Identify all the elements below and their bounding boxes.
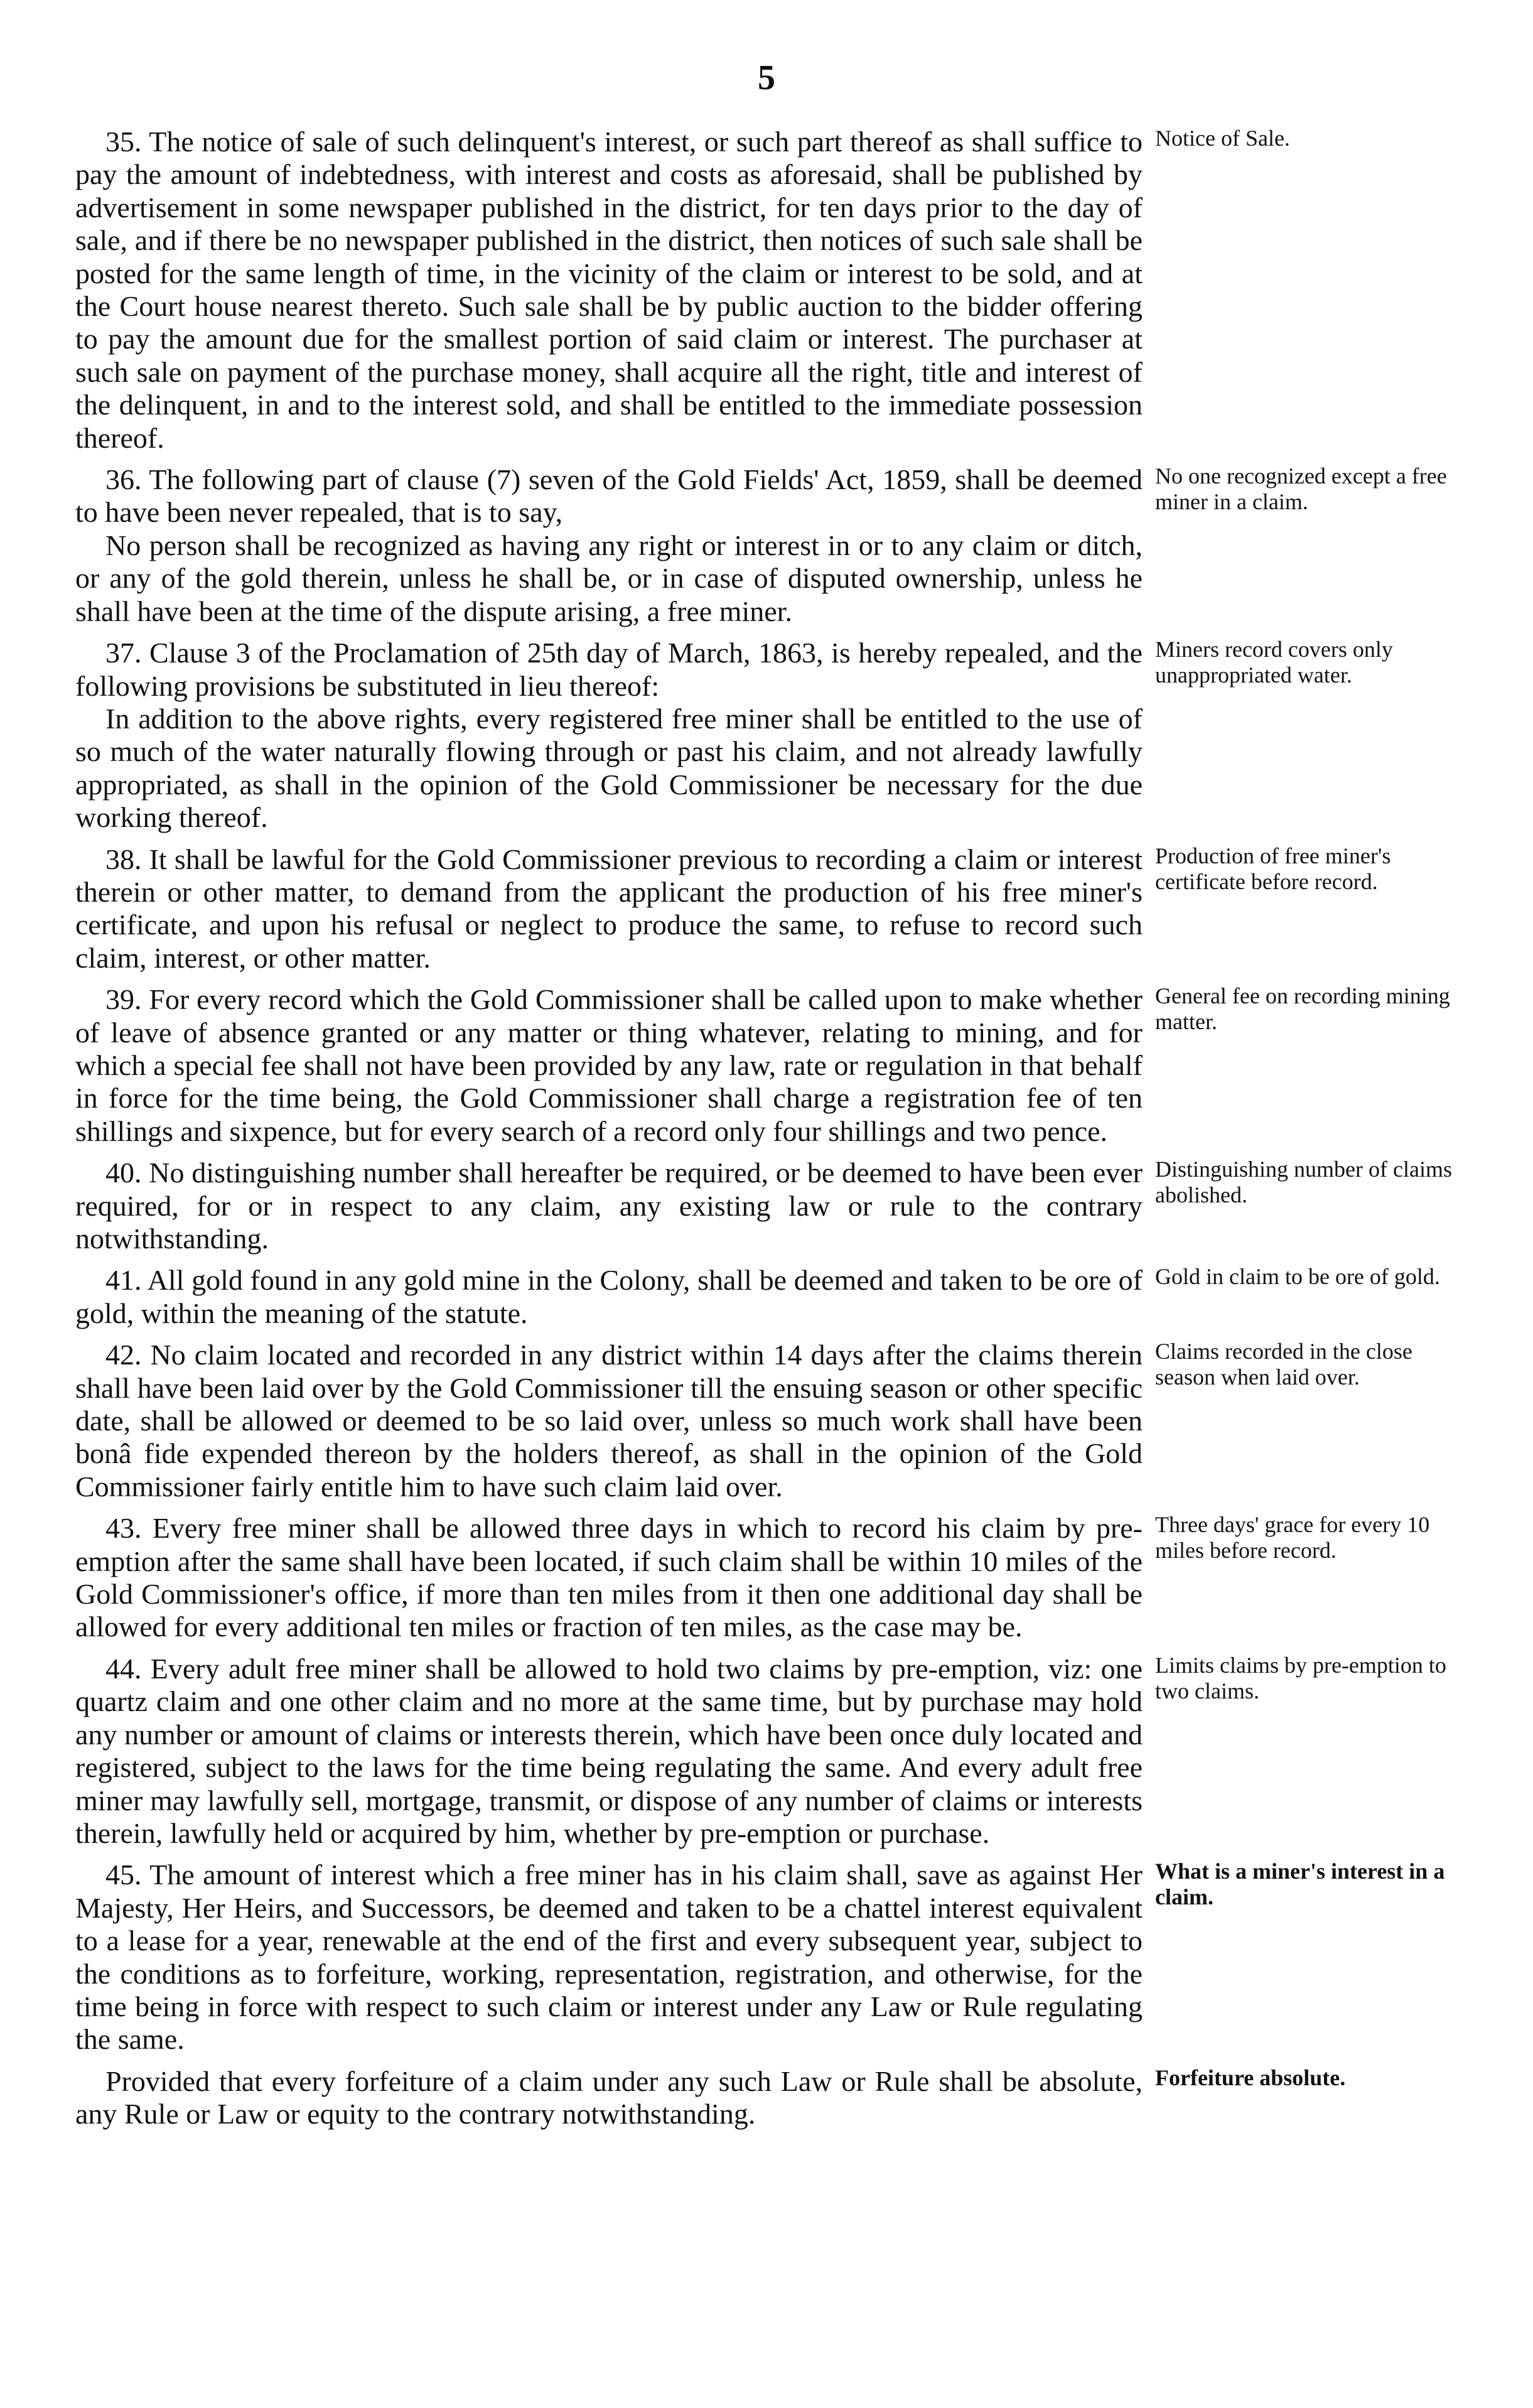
margin-note: General fee on recording mining matter. bbox=[1155, 983, 1450, 1034]
margin-note: Notice of Sale. bbox=[1155, 126, 1290, 151]
paragraph: Provided that every forfeiture of a claim under any such Law or Rule shall be absolute, any Rule or Law or equity to the contrary notwithstanding. bbox=[75, 2065, 1143, 2130]
paragraph: 43. Every free miner shall be allowed three days in which to record his claim by pre-emption after the same shall have been located, if such claim shall be within 10 miles of the Gold Commissioner's office, if more than ten miles from it then one additional day shall be allowed for every additional ten miles or fraction of ten miles, as the case may be. bbox=[75, 1512, 1143, 1643]
body-text bbox=[75, 126, 1143, 2131]
section-43 bbox=[75, 1512, 1143, 1644]
margin-note: Three days' grace for every 10 miles before record. bbox=[1155, 1512, 1430, 1563]
paragraph: 45. The amount of interest which a free miner has in his claim shall, save as against Her Majesty, Her Heirs, and Successors, be deemed and taken to be a chattel interest equivalent to a lease for a year, renewable at the end of the first and every subsequent year, subject to the conditions as to forfeiture, working, representation, registration, and otherwise, for the time being in force with respect to such claim or interest under any Law or Rule regulating the same. bbox=[75, 1859, 1143, 2056]
paragraph: 42. No claim located and recorded in any district within 14 days after the claims therein shall have been laid over by the Gold Commissioner till the ensuing season or other specific date, shall be allowed or deemed to be so laid over, unless so much work shall have been bonâ fide expended thereon by the holders thereof, as shall in the opinion of the Gold Commissioner fairly entitle him to have such claim laid over. bbox=[75, 1339, 1143, 1503]
margin-note: Forfeiture absolute. bbox=[1155, 2065, 1346, 2090]
section-37 bbox=[75, 637, 1143, 834]
paragraph: 37. Clause 3 of the Proclamation of 25th day of March, 1863, is hereby repealed, and the following provisions be substituted in lieu thereof: bbox=[75, 637, 1143, 702]
section-41 bbox=[75, 1264, 1143, 1330]
section-45 bbox=[75, 1859, 1143, 2056]
margin-note: Claims recorded in the close season when laid over. bbox=[1155, 1339, 1412, 1390]
margin-note: Production of free miner's certificate before record. bbox=[1155, 843, 1391, 894]
section-38 bbox=[75, 843, 1143, 975]
section-proviso bbox=[75, 2065, 1143, 2131]
margin-note: What is a miner's interest in a claim. bbox=[1155, 1859, 1445, 1909]
paragraph: 40. No distinguishing number shall hereafter be required, or be deemed to have been ever required, for or in respect to any claim, any existing law or rule to the contrary notwithstanding. bbox=[75, 1157, 1143, 1255]
margin-note: Miners record covers only unappropriated water. bbox=[1155, 637, 1393, 688]
section-35 bbox=[75, 126, 1143, 455]
section-44 bbox=[75, 1653, 1143, 1850]
margin-note: Distinguishing number of claims abolished. bbox=[1155, 1157, 1452, 1207]
margin-note: No one recognized except a free miner in a claim. bbox=[1155, 463, 1447, 514]
paragraph: 39. For every record which the Gold Commissioner shall be called upon to make whether of leave of absence granted or any matter or thing whatever, relating to mining, and for which a special fee shall not have been provided by any law, rate or regulation in that behalf in force for the time being, the Gold Commissioner shall charge a registration fee of ten shillings and sixpence, but for every search of a record only four shillings and two pence. bbox=[75, 983, 1143, 1147]
page-number: 5 bbox=[758, 58, 775, 97]
section-42 bbox=[75, 1339, 1143, 1503]
margin-note: Gold in claim to be ore of gold. bbox=[1155, 1264, 1440, 1289]
section-39 bbox=[75, 983, 1143, 1148]
margin-note: Limits claims by pre-emption to two claims. bbox=[1155, 1653, 1446, 1703]
paragraph: 35. The notice of sale of such delinquent's interest, or such part thereof as shall suffice to pay the amount of indebtedness, with interest and costs as aforesaid, shall be published by advertisement in some newspaper published in the district, for ten days prior to the day of sale, and if there be no newspaper published in the district, then notices of such sale shall be posted for the same length of time, in the vicinity of the claim or interest to be sold, and at the Court house nearest thereto. Such sale shall be by public auction to the bidder offering to pay the amount due for the smallest portion of said claim or interest. The purchaser at such sale on payment of the purchase money, shall acquire all the right, title and interest of the delinquent, in and to the interest sold, and shall be entitled to the immediate possession thereof. bbox=[75, 126, 1143, 454]
paragraph: 41. All gold found in any gold mine in the Colony, shall be deemed and taken to be ore of gold, within the meaning of the statute. bbox=[75, 1264, 1143, 1329]
section-36 bbox=[75, 463, 1143, 628]
paragraph: 36. The following part of clause (7) seven of the Gold Fields' Act, 1859, shall be deemed to have been never repealed, that is to say, bbox=[75, 463, 1143, 529]
paragraph: 38. It shall be lawful for the Gold Commissioner previous to recording a claim or interest therein or other matter, to demand from the applicant the production of his free miner's certificate, and upon his refusal or neglect to produce the same, to refuse to record such claim, interest, or other matter. bbox=[75, 843, 1143, 974]
section-40 bbox=[75, 1157, 1143, 1255]
paragraph: In addition to the above rights, every registered free miner shall be entitled to the use of so much of the water naturally flowing through or past his claim, and not already lawfully appropriated, as shall in the opinion of the Gold Commissioner be necessary for the due working thereof. bbox=[75, 702, 1143, 834]
paragraph: 44. Every adult free miner shall be allowed to hold two claims by pre-emption, viz: one quartz claim and one other claim and no more at the same time, but by purchase may hold any number or amount of claims or interests therein, which have been once duly located and registered, subject to the laws for the time being regulating the same. And every adult free miner may lawfully sell, mortgage, transmit, or dispose of any number of claims or interests therein, lawfully held or acquired by him, whether by pre-emption or purchase. bbox=[75, 1652, 1143, 1849]
paragraph: No person shall be recognized as having any right or interest in or to any claim or ditch, or any of the gold therein, unless he shall be, or in case of disputed ownership, unless he shall have been at the time of the dispute arising, a free miner. bbox=[75, 529, 1143, 627]
